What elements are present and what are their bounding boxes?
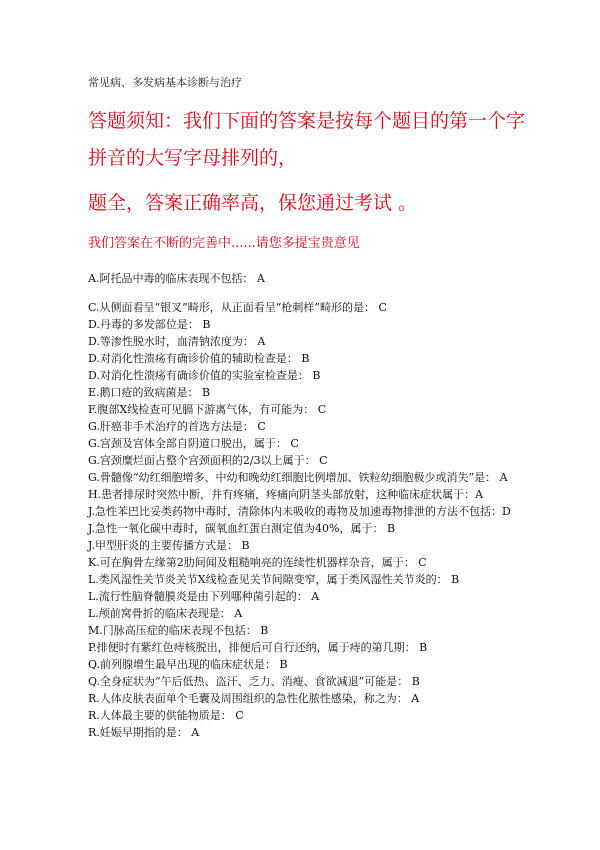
question-item: R.人体最主要的供能物质是： C bbox=[88, 709, 244, 722]
question-item: K.可在胸骨左缘第2肋间闻及粗糙响亮的连续性机器样杂音，属于： C bbox=[88, 556, 427, 569]
question-item: P.排便时有紫红色痔核脱出，排便后可自行还纳，属于痔的第几期： B bbox=[88, 641, 428, 654]
question-item: G.骨髓像“幼红细胞增多、中幼和晚幼红细胞比例增加、铁粒幼细胞极少或消失”是： A bbox=[88, 471, 508, 484]
question-item: D.对消化性溃疡有确诊价值的辅助检查是： B bbox=[88, 352, 310, 365]
question-item: C.从侧面看呈“银叉”畸形，从正面看呈“枪刺样”畸形的是： C bbox=[88, 301, 387, 314]
question-item: G.宫颈糜烂面占整个宫颈面积的2/3以上属于： C bbox=[88, 454, 328, 467]
document-title: 常见病、多发病基本诊断与治疗 bbox=[88, 76, 242, 89]
question-list bbox=[88, 270, 528, 741]
notice-line-3: 题全，答案正确率高，保您通过考试 。 bbox=[88, 192, 418, 214]
question-item: H.患者排尿时突然中断，并有疼痛，疼痛向阴茎头部放射，这种临床症状属于：A bbox=[88, 488, 484, 501]
question-item: M.门脉高压症的临床表现不包括： B bbox=[88, 624, 269, 637]
question-item: D.丹毒的多发部位是： B bbox=[88, 318, 211, 331]
question-item: L.流行性脑脊髓膜炎是由下列哪种菌引起的： A bbox=[88, 590, 320, 603]
question-item: Q.全身症状为“午后低热、盗汗、乏力、消瘦、食欲减退”可能是： B bbox=[88, 675, 420, 688]
notice-line-1: 答题须知：我们下面的答案是按每个题目的第一个字 bbox=[88, 110, 526, 132]
question-item: J.急性苯巴比妥类药物中毒时，清除体内未吸收的毒物及加速毒物排泄的方法不包括：D bbox=[88, 505, 511, 518]
question-item: E.鹅口疮的致病菌是： B bbox=[88, 386, 211, 399]
question-item: J.急性一氧化碳中毒时，碳氧血红蛋白测定值为40%，属于： B bbox=[88, 522, 396, 535]
question-item: F.腹部X线检查可见膈下游离气体，有可能为： C bbox=[88, 403, 327, 416]
question-item: D.等渗性脱水时，血清钠浓度为： A bbox=[88, 335, 266, 348]
question-item: R.妊娠早期指的是： A bbox=[88, 726, 200, 739]
question-item: G.肝癌非手术治疗的首选方法是： C bbox=[88, 420, 266, 433]
question-item: A.阿托品中毒的临床表现不包括： A bbox=[88, 272, 265, 285]
question-item: L.类风湿性关节炎关节X线检查见关节间隙变窄，属于类风湿性关节炎的： B bbox=[88, 573, 460, 586]
question-item: L.颅前窝骨折的临床表现是： A bbox=[88, 607, 243, 620]
question-item: J.甲型肝炎的主要传播方式是： B bbox=[88, 539, 250, 552]
question-item: D.对消化性溃疡有确诊价值的实验室检查是： B bbox=[88, 369, 321, 382]
notice-line-2: 拼音的大写字母排列的， bbox=[88, 147, 298, 169]
question-item: Q.前列腺增生最早出现的临床症状是： B bbox=[88, 658, 288, 671]
question-item: R.人体皮肤表面单个毛囊及周围组织的急性化脓性感染，称之为： A bbox=[88, 692, 420, 705]
question-item: G.宫颈及宫体全部自阴道口脱出，属于： C bbox=[88, 437, 299, 450]
sub-notice: 我们答案在不断的完善中......请您多提宝贵意见 bbox=[88, 236, 360, 251]
